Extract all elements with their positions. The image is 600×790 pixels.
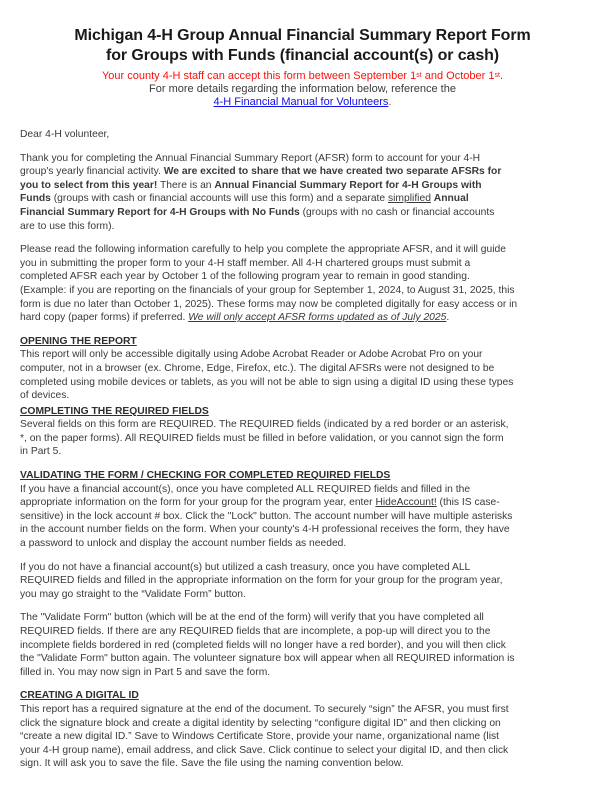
- page-title: [20, 26, 585, 66]
- document-body: [20, 128, 585, 771]
- validating-cash-treasury-paragraph: [20, 561, 585, 602]
- financial-manual-link[interactable]: 4-H Financial Manual for Volunteers: [213, 96, 389, 108]
- text-run: OPENING THE REPORT: [20, 335, 137, 347]
- section-heading-creating-digital-id: [20, 689, 585, 703]
- text-run: “create a new digital ID.” Save to Windows Certificate Store, provide your name, organizational name (list: [20, 731, 500, 743]
- text-run: (Example: if you are reporting on the financials of your group for September 1, 2024, to August 31, 2025, this: [20, 284, 515, 296]
- text-run: incomplete fields bordered in red (completed fields will no longer have a red border), and you will then click: [20, 639, 506, 651]
- text-run: sensitive) in the lock account # box. Click the "Lock" button. The account number will have multiple asterisks: [20, 510, 513, 522]
- text-run: appropriate information on the form for your group for the program year, enter: [20, 497, 376, 509]
- text-run: Financial Summary Report for 4-H Groups with No Funds: [20, 206, 300, 218]
- text-run: If you do not have a financial account(s) but utilized a cash treasury, once you have completed ALL: [20, 561, 471, 573]
- salutation: Dear 4-H volunteer,: [20, 129, 110, 140]
- validate-form-button-paragraph: [20, 611, 585, 679]
- text-run: REQUIRED fields. If there are any REQUIRED fields that are incomplete, a pop-up will direct you to the: [20, 626, 491, 637]
- text-run: We will only accept AFSR forms updated as of July 2025: [188, 312, 447, 324]
- validating-financial-account-paragraph: [20, 483, 585, 551]
- intro-paragraph: [20, 152, 585, 234]
- text-run: hard copy (paper forms) if preferred.: [20, 312, 189, 324]
- text-run: st: [494, 72, 500, 79]
- details-reference-line: For more details regarding the information below, reference the: [149, 83, 456, 95]
- text-run: in the account number fields on the form. When your county's 4-H professional receives the form, they have: [20, 524, 510, 536]
- text-run: and October 1: [421, 70, 495, 82]
- text-run: simplified: [388, 193, 431, 205]
- text-run: Funds: [20, 193, 51, 205]
- section-heading-completing-required-fields: [20, 405, 585, 419]
- page-title-line-1: Michigan 4-H Group Annual Financial Summary Report Form: [74, 27, 531, 44]
- text-run: .: [446, 312, 450, 324]
- text-run: group's yearly financial activity.: [20, 166, 164, 178]
- text-run: the "Validate Form" button again. The volunteer signature box will appear when all REQUIRED information is: [20, 653, 515, 665]
- text-run: of devices.: [20, 390, 70, 402]
- completing-required-fields-paragraph: [20, 418, 585, 459]
- text-run: There is an: [157, 179, 215, 191]
- text-run: computer, not in a browser (ex. Chrome, Edge, Firefox, etc.). The digital AFSRs were not designed to be: [20, 362, 495, 374]
- text-run: This report has a required signature at the end of the document. To securely “sign” the AFSR, you must first: [20, 703, 509, 715]
- text-run: Several fields on this form are REQUIRED. The REQUIRED fields (indicated by a red border or an asterisk,: [20, 419, 509, 431]
- text-run: *, on the paper forms). All REQUIRED fields must be filled in before validation, or you cannot sign the form: [20, 432, 504, 444]
- text-run: This report will only be accessible digitally using Adobe Acrobat Reader or Adobe Acrobat Pro on your: [20, 349, 483, 361]
- page-title-line-2: for Groups with Funds (financial account(s) or cash): [105, 47, 500, 64]
- text-run: COMPLETING THE REQUIRED FIELDS: [20, 405, 209, 417]
- text-run: you to select from this year!: [20, 179, 158, 191]
- text-run: If you have a financial account(s), once you have completed ALL REQUIRED fields and filled in the: [20, 483, 471, 495]
- text-run: CREATING A DIGITAL ID: [20, 690, 139, 702]
- text-run: (groups with no cash or financial accounts: [299, 206, 495, 218]
- text-run: your 4-H group name), email address, and click Save. Click continue to select your digital ID, and then click: [20, 744, 509, 756]
- instructions-paragraph: [20, 243, 585, 325]
- text-run: Thank you for completing the Annual Financial Summary Report (AFSR) form to account for your 4-H: [20, 152, 481, 164]
- text-run: completed using mobile devices or tablets, as you will not be able to sign using a digital ID using these types: [20, 376, 514, 388]
- text-run: Your county 4-H staff can accept this form between September 1: [101, 70, 417, 82]
- creating-digital-id-paragraph: [20, 703, 585, 771]
- acceptance-window-notice: [20, 70, 585, 83]
- text-run: click the signature block and create a digital identity by selecting “configure digital ID” and then clicking on: [20, 717, 501, 729]
- text-run: completed AFSR each year by October 1 of the following program year to remain in good standing.: [20, 271, 470, 283]
- text-run: The "Validate Form" button (which will be at the end of the form) will verify that you have completed all: [20, 612, 484, 624]
- text-run: sign. It will ask you to save the file. Save the file using the naming convention below.: [20, 758, 404, 770]
- text-run: REQUIRED fields and filled in the appropriate information on the form for your group for the program year,: [20, 575, 503, 587]
- text-run: you in submitting the proper form to your 4-H staff member. All 4-H chartered groups must submit a: [20, 257, 471, 269]
- text-run: We are excited to share that we have created two separate AFSRs for: [163, 166, 502, 178]
- text-run: VALIDATING THE FORM / CHECKING FOR COMPLETED REQUIRED FIELDS: [20, 470, 391, 482]
- text-run: (groups with cash or financial accounts will use this form) and a separate: [50, 193, 388, 205]
- text-run: Annual Financial Summary Report for 4-H Groups with: [214, 179, 482, 191]
- text-run: are to use this form).: [20, 220, 115, 232]
- text-run: Annual: [433, 193, 469, 205]
- text-run: st: [416, 72, 422, 79]
- text-run: a password to unlock and display the account number fields as needed.: [20, 538, 347, 550]
- text-run: Please read the following information carefully to help you complete the appropriate AFSR, and it will guide: [20, 244, 506, 256]
- text-run: (this IS case-: [436, 497, 500, 509]
- text-run: HideAccount!: [375, 497, 437, 509]
- text-run: in Part 5.: [20, 446, 62, 458]
- opening-the-report-paragraph: [20, 348, 585, 402]
- section-heading-validating-the-form: [20, 469, 585, 483]
- section-heading-opening-the-report: [20, 335, 585, 349]
- financial-manual-link-line: [20, 96, 585, 109]
- text-run: you may go straight to the “Validate Form” button.: [20, 588, 246, 600]
- text-run: form is due no later than October 1, 2025). These forms may now be completed digitally for easy access or in: [20, 298, 518, 310]
- text-run: filled in. You may now sign in Part 5 and save the form.: [20, 666, 271, 678]
- text-run: .: [499, 70, 504, 82]
- text-run: .: [388, 96, 392, 108]
